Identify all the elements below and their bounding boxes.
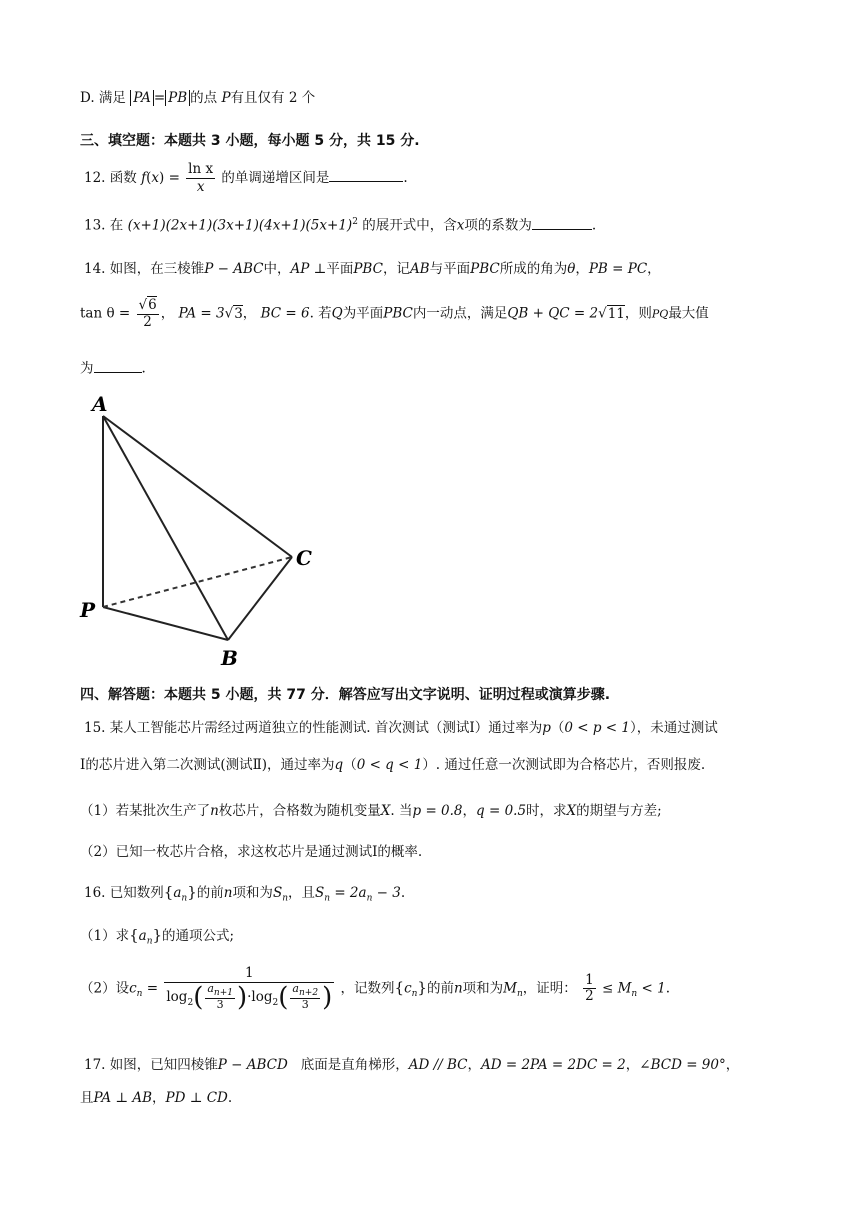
cn-definition-fraction: 1 $\log_2$( $\frac{a_{n+1}}{3}$ )$\cdot\log_2$( $\frac{a_{n+2}}{3}$ ) xyxy=(166,965,333,1013)
edge-ab xyxy=(103,416,228,640)
question-15-line-2: Ⅰ的芯片进入第二次测试(测试Ⅱ)，通过率为q（0 < q < 1）. 通过任意一次测试即为合格芯片，否则报废. xyxy=(80,757,706,773)
vertex-label-c: C xyxy=(296,546,312,570)
section-heading-fill-in: 三、填空题：本题共 3 小题，每小题 5 分，共 15 分. xyxy=(80,133,420,149)
question-12: 12. 函数 f(x) = $\frac{\text{ln x}}{x}$ 的单调递增区间是 . xyxy=(84,161,408,195)
question-15: 15. 某人工智能芯片需经过两道独立的性能测试. 首次测试（测试Ⅰ）通过率为p（0 < p < 1），未通过测试 xyxy=(84,720,718,736)
question-16: 16. 已知数列$\{a_n\}$的前n项和为$S_n$，且$S_n = 2a_n - 3$. xyxy=(84,883,406,904)
vertex-label-p: P xyxy=(80,598,96,622)
ln-x-over-x-fraction: $\frac{\text{ln x}}{x}$ xyxy=(188,161,214,195)
question-16-part-1: （1）求$\{a_n\}$的通项公式; xyxy=(80,926,235,947)
question-15-part-2: （2）已知一枚芯片合格，求这枚芯片是通过测试Ⅰ的概率. xyxy=(80,844,423,860)
vertex-label-b: B xyxy=(221,646,238,670)
question-14-line-2: tan θ = $\frac{√6}{2}$ ， PA = 3√3， BC = 6. 若Q为平面PBC内一动点，满足QB + QC = 2√11，则PQ最大值 xyxy=(80,297,709,330)
edge-ac xyxy=(103,416,292,557)
question-16-part-2: （2）设$c_n$ = 1 $\log_2$( $\frac{a_{n+1}}{3}$ )$\cdot\log_2$( $\frac{a_{n+2}}{3}$ ) ，记数列$\{c_n\}$的前n项和为$M_n$，证明： $\frac{1}{2}$ ≤ $M_n < 1$. xyxy=(80,965,670,1013)
question-14-line-3: 为 . xyxy=(80,358,146,377)
sqrt6-over-2-fraction: $\frac{√6}{2}$ xyxy=(138,297,157,330)
vertex-label-a: A xyxy=(92,392,108,416)
edge-bc xyxy=(228,557,292,640)
edge-pb xyxy=(103,607,228,640)
edge-pc-dashed xyxy=(103,557,292,607)
answer-blank xyxy=(94,358,142,373)
answer-blank xyxy=(329,167,403,182)
one-half-fraction: $\frac{1}{2}$ xyxy=(585,971,594,1005)
question-17: 17. 如图，已知四棱锥P − ABCD 底面是直角梯形，AD // BC，AD = 2PA = 2DC = 2，∠BCD = 90°， xyxy=(84,1057,740,1073)
answer-blank xyxy=(532,215,592,230)
option-d: D. 满足 PA = PB 的点 P有且仅有 2 个 xyxy=(80,90,316,106)
pyramid-figure xyxy=(70,385,330,670)
section-heading-solutions: 四、解答题：本题共 5 小题，共 77 分．解答应写出文字说明、证明过程或演算步骤. xyxy=(80,687,611,703)
question-13: 13. 在 $(x+1)(2x+1)(3x+1)(4x+1)(5x+1)^2$ 的展开式中，含x项的系数为 . xyxy=(84,217,597,234)
question-17-line-2: 且PA ⊥ AB，PD ⊥ CD. xyxy=(80,1090,233,1106)
question-15-part-1: （1）若某批次生产了n枚芯片，合格数为随机变量X. 当p = 0.8，q = 0.5时，求X的期望与方差; xyxy=(80,803,662,819)
question-14: 14. 如图，在三棱锥P − ABC中，AP ⊥平面PBC，记AB与平面PBC所成的角为θ，PB = PC， xyxy=(84,261,661,277)
